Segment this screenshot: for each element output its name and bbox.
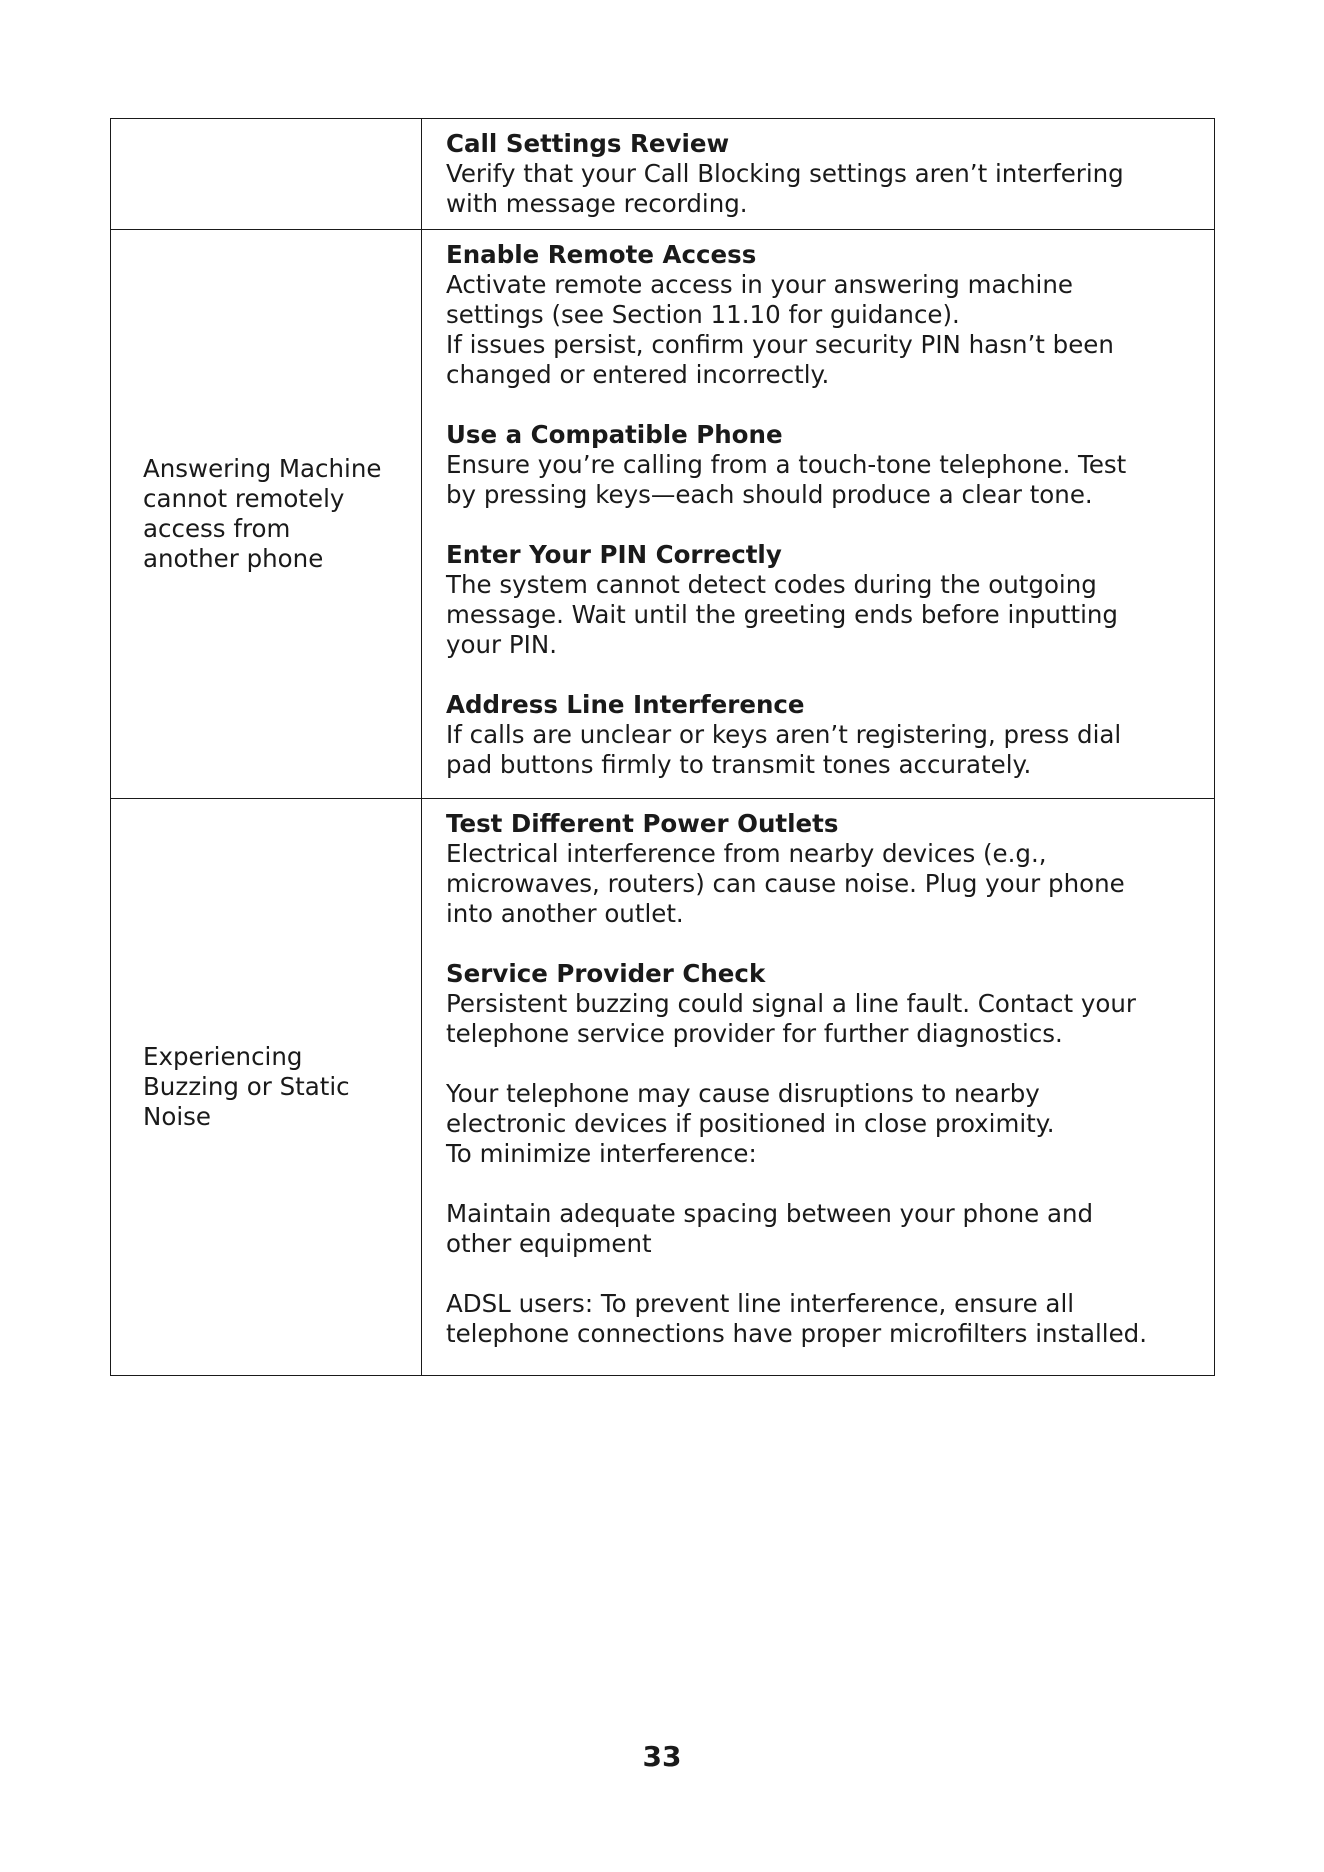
problem-line: Experiencing (143, 1042, 303, 1071)
solution-cell (422, 230, 1215, 799)
solution-line: If calls are unclear or keys aren’t registering, press dial (446, 720, 1122, 749)
solution-block (446, 240, 1190, 390)
page-number: 33 (642, 1740, 682, 1773)
solution-block (446, 959, 1190, 1049)
solution-heading: Service Provider Check (446, 959, 766, 988)
solution-text (422, 119, 1214, 229)
table-row (111, 799, 1215, 1376)
problem-line: Noise (143, 1102, 211, 1131)
problem-line: cannot remotely (143, 484, 345, 513)
solution-line: by pressing keys—each should produce a clear tone. (446, 480, 1093, 509)
problem-text (111, 1042, 421, 1132)
solution-line: ADSL users: To prevent line interference, ensure all (446, 1289, 1075, 1318)
problem-line: access from (143, 514, 291, 543)
solution-line: other equipment (446, 1229, 652, 1258)
solution-text (422, 230, 1214, 790)
solution-line: microwaves, routers) can cause noise. Plug your phone (446, 869, 1125, 898)
solution-heading: Address Line Interference (446, 690, 805, 719)
solution-text (422, 799, 1214, 1359)
solution-block (446, 1079, 1190, 1169)
solution-line: telephone service provider for further diagnostics. (446, 1019, 1063, 1048)
solution-line: To minimize interference: (446, 1139, 757, 1168)
solution-line: your PIN. (446, 630, 557, 659)
table-row (111, 230, 1215, 799)
solution-line: pad buttons firmly to transmit tones accurately. (446, 750, 1032, 779)
solution-block (446, 690, 1190, 780)
solution-block (446, 540, 1190, 660)
solution-cell (422, 799, 1215, 1376)
solution-block (446, 129, 1190, 219)
solution-line: electronic devices if positioned in close proximity. (446, 1109, 1055, 1138)
problem-text (111, 454, 421, 574)
solution-line: Activate remote access in your answering machine (446, 270, 1073, 299)
solution-block (446, 1289, 1190, 1349)
solution-heading: Test Different Power Outlets (446, 809, 839, 838)
solution-line: The system cannot detect codes during the outgoing (446, 570, 1097, 599)
problem-cell (111, 799, 422, 1376)
problem-cell (111, 119, 422, 230)
solution-heading: Use a Compatible Phone (446, 420, 783, 449)
solution-block (446, 420, 1190, 510)
problem-line: Buzzing or Static (143, 1072, 350, 1101)
table-row (111, 119, 1215, 230)
solution-line: If issues persist, confirm your security PIN hasn’t been (446, 330, 1114, 359)
solution-line: Your telephone may cause disruptions to nearby (446, 1079, 1040, 1108)
solution-line: with message recording. (446, 189, 748, 218)
solution-line: Persistent buzzing could signal a line fault. Contact your (446, 989, 1137, 1018)
solution-heading: Call Settings Review (446, 129, 730, 158)
solution-block (446, 1199, 1190, 1259)
troubleshooting-table-body (111, 119, 1215, 1376)
solution-line: Maintain adequate spacing between your phone and (446, 1199, 1094, 1228)
solution-line: telephone connections have proper microfilters installed. (446, 1319, 1147, 1348)
solution-line: Electrical interference from nearby devices (e.g., (446, 839, 1047, 868)
solution-line: message. Wait until the greeting ends before inputting (446, 600, 1118, 629)
troubleshooting-table (110, 118, 1215, 1376)
solution-line: settings (see Section 11.10 for guidance). (446, 300, 960, 329)
solution-line: Ensure you’re calling from a touch-tone telephone. Test (446, 450, 1127, 479)
problem-line: Answering Machine (143, 454, 382, 483)
problem-cell (111, 230, 422, 799)
solution-heading: Enable Remote Access (446, 240, 757, 269)
solution-line: changed or entered incorrectly. (446, 360, 830, 389)
solution-line: into another outlet. (446, 899, 684, 928)
solution-cell (422, 119, 1215, 230)
solution-block (446, 809, 1190, 929)
solution-line: Verify that your Call Blocking settings aren’t interfering (446, 159, 1124, 188)
problem-line: another phone (143, 544, 324, 573)
solution-heading: Enter Your PIN Correctly (446, 540, 782, 569)
